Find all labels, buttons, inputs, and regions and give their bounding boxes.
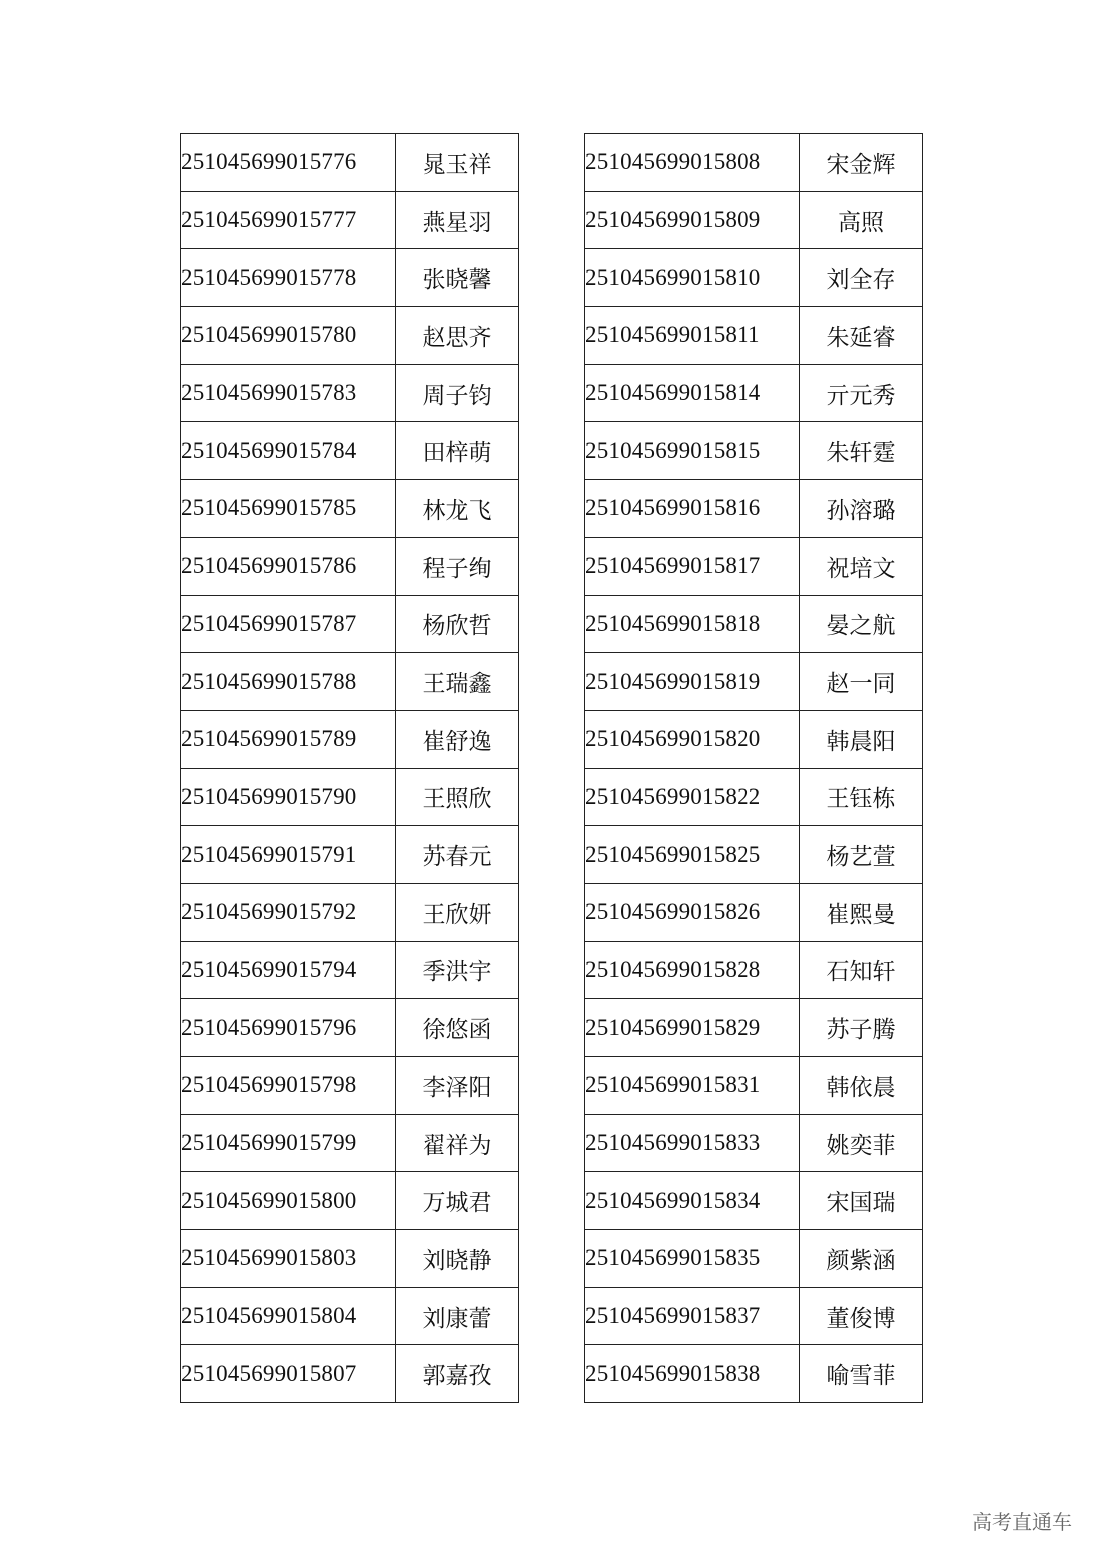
candidate-id-cell: 251045699015788	[181, 653, 396, 711]
table-row	[181, 653, 519, 711]
table-row	[585, 1345, 923, 1403]
candidate-name-cell: 董俊博	[800, 1287, 923, 1345]
candidate-name-cell: 林龙飞	[396, 480, 519, 538]
table-row	[585, 134, 923, 192]
candidate-name-cell: 刘晓静	[396, 1230, 519, 1288]
table-row	[181, 941, 519, 999]
table-row	[585, 653, 923, 711]
table-row	[585, 480, 923, 538]
table-row	[181, 826, 519, 884]
table-row	[181, 480, 519, 538]
candidate-name-cell: 季洪宇	[396, 941, 519, 999]
candidate-name-cell: 朱轩霆	[800, 422, 923, 480]
candidate-name-cell: 高照	[800, 191, 923, 249]
candidate-id-cell: 251045699015789	[181, 710, 396, 768]
table-row	[585, 307, 923, 365]
table-row	[181, 191, 519, 249]
candidate-id-cell: 251045699015809	[585, 191, 800, 249]
table-row	[585, 537, 923, 595]
candidate-id-cell: 251045699015790	[181, 768, 396, 826]
candidate-id-cell: 251045699015798	[181, 1057, 396, 1115]
candidate-id-cell: 251045699015796	[181, 999, 396, 1057]
candidate-name-cell: 石知轩	[800, 941, 923, 999]
candidate-id-cell: 251045699015776	[181, 134, 396, 192]
table-row	[585, 941, 923, 999]
candidate-name-cell: 赵一同	[800, 653, 923, 711]
candidate-id-cell: 251045699015835	[585, 1230, 800, 1288]
candidate-name-cell: 苏子腾	[800, 999, 923, 1057]
candidate-id-cell: 251045699015783	[181, 364, 396, 422]
watermark-text: 高考直通车	[972, 1510, 1072, 1534]
candidate-id-cell: 251045699015778	[181, 249, 396, 307]
table-row	[181, 1230, 519, 1288]
table-row	[585, 595, 923, 653]
candidate-id-cell: 251045699015808	[585, 134, 800, 192]
candidate-name-cell: 杨欣哲	[396, 595, 519, 653]
candidate-name-cell: 刘全存	[800, 249, 923, 307]
candidate-name-cell: 朱延睿	[800, 307, 923, 365]
candidate-name-cell: 韩依晨	[800, 1057, 923, 1115]
candidate-id-cell: 251045699015834	[585, 1172, 800, 1230]
candidate-id-cell: 251045699015785	[181, 480, 396, 538]
table-row	[181, 422, 519, 480]
candidate-id-cell: 251045699015822	[585, 768, 800, 826]
candidate-id-cell: 251045699015838	[585, 1345, 800, 1403]
table-row	[181, 768, 519, 826]
table-row	[585, 249, 923, 307]
candidate-name-cell: 程子绚	[396, 537, 519, 595]
candidate-id-cell: 251045699015820	[585, 710, 800, 768]
candidate-id-cell: 251045699015811	[585, 307, 800, 365]
table-row	[181, 883, 519, 941]
table-row	[585, 364, 923, 422]
candidate-name-cell: 王钰栋	[800, 768, 923, 826]
table-row	[585, 1057, 923, 1115]
table-row	[585, 883, 923, 941]
candidate-name-cell: 赵思齐	[396, 307, 519, 365]
candidate-id-cell: 251045699015833	[585, 1114, 800, 1172]
table-row	[181, 537, 519, 595]
roster-table-right	[584, 133, 923, 1403]
candidate-id-cell: 251045699015828	[585, 941, 800, 999]
candidate-name-cell: 王照欣	[396, 768, 519, 826]
table-row	[181, 307, 519, 365]
candidate-name-cell: 徐悠函	[396, 999, 519, 1057]
table-row	[181, 595, 519, 653]
candidate-id-cell: 251045699015816	[585, 480, 800, 538]
candidate-id-cell: 251045699015837	[585, 1287, 800, 1345]
candidate-name-cell: 颜紫涵	[800, 1230, 923, 1288]
candidate-id-cell: 251045699015826	[585, 883, 800, 941]
candidate-name-cell: 郭嘉孜	[396, 1345, 519, 1403]
table-row	[181, 1287, 519, 1345]
candidate-name-cell: 翟祥为	[396, 1114, 519, 1172]
candidate-id-cell: 251045699015803	[181, 1230, 396, 1288]
candidate-id-cell: 251045699015794	[181, 941, 396, 999]
table-row	[585, 1230, 923, 1288]
roster-table-left	[180, 133, 519, 1403]
table-row	[585, 191, 923, 249]
candidate-id-cell: 251045699015784	[181, 422, 396, 480]
candidate-id-cell: 251045699015791	[181, 826, 396, 884]
candidate-name-cell: 喻雪菲	[800, 1345, 923, 1403]
candidate-name-cell: 姚奕菲	[800, 1114, 923, 1172]
candidate-id-cell: 251045699015815	[585, 422, 800, 480]
table-row	[585, 826, 923, 884]
candidate-name-cell: 亓元秀	[800, 364, 923, 422]
candidate-name-cell: 韩晨阳	[800, 710, 923, 768]
table-row	[181, 1345, 519, 1403]
table-row	[585, 1114, 923, 1172]
table-row	[181, 1057, 519, 1115]
table-row	[585, 710, 923, 768]
candidate-name-cell: 万城君	[396, 1172, 519, 1230]
candidate-name-cell: 王欣妍	[396, 883, 519, 941]
table-row	[181, 134, 519, 192]
table-row	[181, 1172, 519, 1230]
candidate-name-cell: 崔熙曼	[800, 883, 923, 941]
candidate-name-cell: 李泽阳	[396, 1057, 519, 1115]
candidate-id-cell: 251045699015792	[181, 883, 396, 941]
table-row	[585, 999, 923, 1057]
candidate-name-cell: 杨艺萱	[800, 826, 923, 884]
candidate-id-cell: 251045699015819	[585, 653, 800, 711]
candidate-id-cell: 251045699015800	[181, 1172, 396, 1230]
candidate-name-cell: 宋国瑞	[800, 1172, 923, 1230]
candidate-id-cell: 251045699015780	[181, 307, 396, 365]
table-row	[181, 249, 519, 307]
candidate-id-cell: 251045699015799	[181, 1114, 396, 1172]
candidate-name-cell: 晁玉祥	[396, 134, 519, 192]
candidate-name-cell: 刘康蕾	[396, 1287, 519, 1345]
candidate-name-cell: 宋金辉	[800, 134, 923, 192]
candidate-id-cell: 251045699015786	[181, 537, 396, 595]
candidate-id-cell: 251045699015777	[181, 191, 396, 249]
candidate-id-cell: 251045699015787	[181, 595, 396, 653]
table-row	[585, 422, 923, 480]
candidate-name-cell: 燕星羽	[396, 191, 519, 249]
candidate-id-cell: 251045699015825	[585, 826, 800, 884]
candidate-name-cell: 崔舒逸	[396, 710, 519, 768]
table-row	[585, 768, 923, 826]
candidate-name-cell: 周子钧	[396, 364, 519, 422]
candidate-name-cell: 晏之航	[800, 595, 923, 653]
table-row	[181, 1114, 519, 1172]
candidate-id-cell: 251045699015831	[585, 1057, 800, 1115]
candidate-id-cell: 251045699015807	[181, 1345, 396, 1403]
candidate-name-cell: 祝培文	[800, 537, 923, 595]
table-row	[181, 364, 519, 422]
candidate-id-cell: 251045699015804	[181, 1287, 396, 1345]
candidate-id-cell: 251045699015829	[585, 999, 800, 1057]
candidate-name-cell: 苏春元	[396, 826, 519, 884]
candidate-id-cell: 251045699015814	[585, 364, 800, 422]
candidate-id-cell: 251045699015817	[585, 537, 800, 595]
table-row	[585, 1172, 923, 1230]
candidate-name-cell: 孙溶璐	[800, 480, 923, 538]
table-row	[181, 999, 519, 1057]
candidate-id-cell: 251045699015810	[585, 249, 800, 307]
candidate-id-cell: 251045699015818	[585, 595, 800, 653]
table-row	[181, 710, 519, 768]
candidate-name-cell: 张晓馨	[396, 249, 519, 307]
candidate-name-cell: 王瑞鑫	[396, 653, 519, 711]
candidate-name-cell: 田梓萌	[396, 422, 519, 480]
table-row	[585, 1287, 923, 1345]
